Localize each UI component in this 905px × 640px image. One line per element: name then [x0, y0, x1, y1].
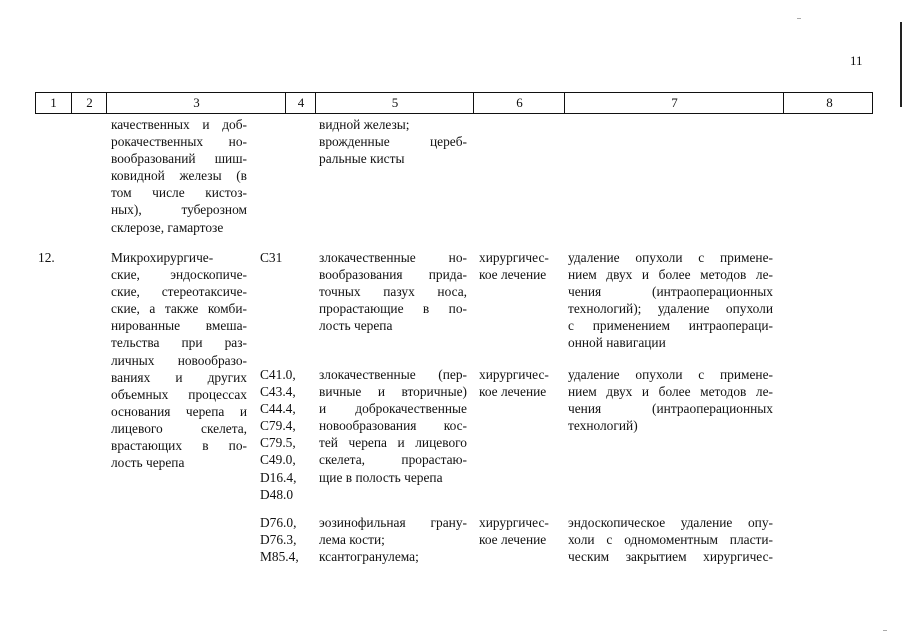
cell-continuation-col5: видной железы; врожденные цереб- ральные кисты: [319, 117, 467, 167]
row-number: 12.: [38, 250, 55, 265]
cell-diagnosis: злокачественные (пер- вичные и вторичные) и доброкачественные новообразования кос- тей черепа и лицевого скелета, прорастаю- щие в полость черепа: [319, 367, 467, 485]
header-cell: 6: [473, 93, 565, 113]
cell-diagnosis: злокачественные но- вообразования прида- точных пазух носа, прорастающие в по- лость черепа: [319, 250, 467, 334]
header-cell: 2: [71, 93, 107, 113]
scan-speck: [797, 18, 801, 19]
header-cell: 5: [315, 93, 474, 113]
cell-treatment-type: хирургичес- кое лечение: [479, 250, 549, 283]
cell-diagnosis: эозинофильная грану- лема кости; ксантогранулема;: [319, 515, 467, 565]
cell-continuation-col3: качественных и доб- рокачественных но- вообразований шиш- ковидной железы (в том числе кистоз- ных), туберозном склерозе, гамартозе: [111, 117, 247, 235]
header-cell: 1: [50, 95, 57, 110]
header-cell: 8: [783, 93, 875, 113]
cell-icd-codes: C41.0, C43.4, C44.4, C79.4, C79.5, C49.0, D16.4, D48.0: [260, 367, 297, 502]
scan-speck: [883, 630, 887, 631]
cell-treatment-type: хирургичес- кое лечение: [479, 367, 549, 400]
header-cell: 3: [106, 93, 286, 113]
cell-treatment-method: удаление опухоли с примене- нием двух и более методов ле- чения (интраоперационных технологий): [568, 367, 773, 434]
cell-treatment-method: эндоскопическое удаление опу- холи с одномоментным пласти- ческим закрытием хирургичес-: [568, 515, 773, 565]
cell-icd-codes: D76.0, D76.3, M85.4,: [260, 515, 299, 565]
header-cell: 4: [285, 93, 316, 113]
right-margin-rule: [900, 22, 902, 107]
table-header-row: [35, 92, 873, 114]
cell-procedure-group: Микрохирургиче- ские, эндоскопиче- ские, стереотаксиче- ские, а также комби- нированные вмеша- тельства при раз- личных новообразо- ваниях и других объемных процессах основания черепа и лицевого скелета, врастающих в по- лость черепа: [111, 250, 247, 471]
header-cell: 7: [564, 93, 784, 113]
cell-treatment-method: удаление опухоли с примене- нием двух и более методов ле- чения (интраоперационных технологий); удаление опухоли с применением интраопераци- онной навигации: [568, 250, 773, 351]
cell-icd-codes: C31: [260, 250, 283, 265]
cell-treatment-type: хирургичес- кое лечение: [479, 515, 549, 548]
page-number: 11: [850, 53, 863, 68]
